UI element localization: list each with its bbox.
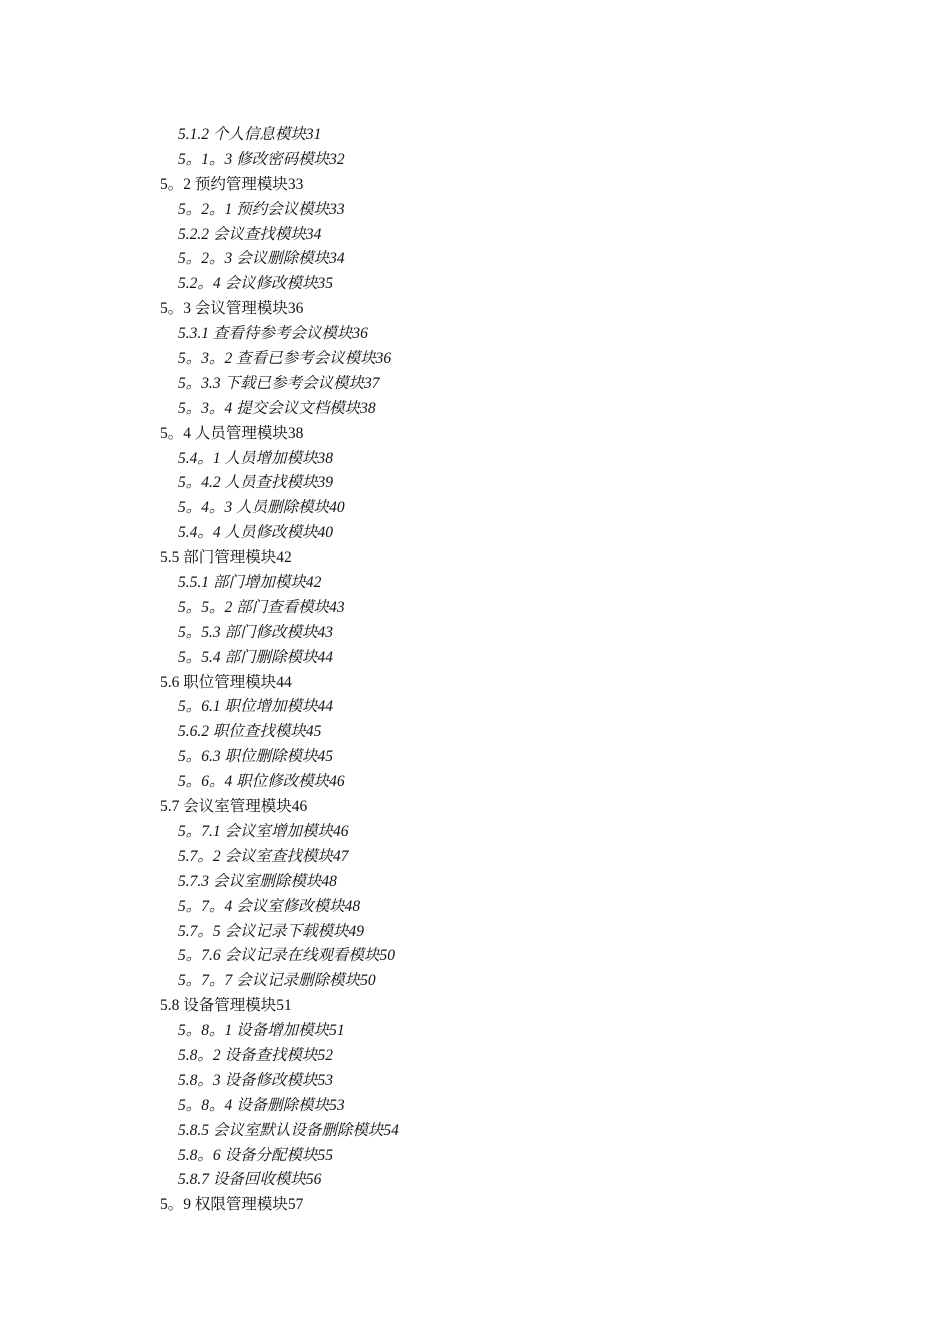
toc-subsection-entry: 5。7.1 会议室增加模块46: [178, 822, 349, 840]
toc-subsection-entry: 5.1.2 个人信息模块31: [178, 126, 322, 143]
toc-subsection-entry: 5.5.1 部门增加模块42: [178, 574, 322, 592]
toc-subsection-entry: 5。5.3 部门修改模块43: [178, 623, 334, 641]
toc-section-entry: 5.7 会议室管理模块46: [160, 798, 308, 816]
toc-subsection-entry: 5.7。5 会议记录下载模块49: [178, 922, 365, 940]
toc-subsection-entry: 5.8.5 会议室默认设备删除模块54: [178, 1121, 399, 1139]
toc-subsection-entry: 5。8。1 设备增加模块51: [178, 1022, 345, 1040]
toc-section-entry: 5。3 会议管理模块36: [160, 300, 304, 318]
toc-subsection-entry: 5。7。7 会议记录删除模块50: [178, 972, 376, 990]
toc-subsection-entry: 5。7。4 会议室修改模块48: [178, 897, 361, 915]
toc-subsection-entry: 5.2。4 会议修改模块35: [178, 275, 334, 293]
toc-subsection-entry: 5.7。2 会议室查找模块47: [178, 847, 349, 865]
toc-subsection-entry: 5.4。4 人员修改模块40: [178, 524, 334, 542]
toc-subsection-entry: 5.6.2 职位查找模块45: [178, 723, 322, 741]
toc-subsection-entry: 5。6。4 职位修改模块46: [178, 773, 345, 791]
toc-subsection-entry: 5。7.6 会议记录在线观看模块50: [178, 947, 396, 965]
toc-subsection-entry: 5。5.4 部门删除模块44: [178, 648, 334, 666]
toc-subsection-entry: 5。6.3 职位删除模块45: [178, 748, 334, 766]
toc-subsection-entry: 5.8。3 设备修改模块53: [178, 1071, 334, 1089]
toc-subsection-entry: 5.8.7 设备回收模块56: [178, 1171, 322, 1189]
toc-subsection-entry: 5。4。3 人员删除模块40: [178, 499, 345, 517]
toc-section-entry: 5.6 职位管理模块44: [160, 673, 292, 691]
toc-subsection-entry: 5。2。3 会议删除模块34: [178, 250, 345, 268]
toc-subsection-entry: 5。3。4 提交会议文档模块38: [178, 399, 376, 417]
toc-subsection-entry: 5.8。6 设备分配模块55: [178, 1146, 334, 1164]
toc-subsection-entry: 5.4。1 人员增加模块38: [178, 449, 334, 467]
toc-subsection-entry: 5。3.3 下载已参考会议模块37: [178, 374, 380, 392]
toc-section-entry: 5。9 权限管理模块57: [160, 1196, 304, 1214]
table-of-contents: [160, 123, 399, 1218]
toc-subsection-entry: 5。1。3 修改密码模块32: [178, 150, 345, 168]
toc-subsection-entry: 5。8。4 设备删除模块53: [178, 1096, 345, 1114]
toc-subsection-entry: 5。5。2 部门查看模块43: [178, 598, 345, 616]
toc-subsection-entry: 5.7.3 会议室删除模块48: [178, 872, 337, 890]
toc-section-entry: 5。4 人员管理模块38: [160, 424, 304, 442]
toc-subsection-entry: 5。3。2 查看已参考会议模块36: [178, 350, 392, 368]
toc-subsection-entry: 5。4.2 人员查找模块39: [178, 474, 334, 492]
toc-subsection-entry: 5。6.1 职位增加模块44: [178, 698, 334, 716]
toc-section-entry: 5.5 部门管理模块42: [160, 549, 292, 567]
toc-subsection-entry: 5.8。2 设备查找模块52: [178, 1046, 334, 1064]
toc-subsection-entry: 5.2.2 会议查找模块34: [178, 225, 322, 243]
toc-subsection-entry: 5。2。1 预约会议模块33: [178, 200, 345, 218]
toc-section-entry: 5.8 设备管理模块51: [160, 997, 292, 1015]
toc-subsection-entry: 5.3.1 查看待参考会议模块36: [178, 325, 368, 343]
toc-section-entry: 5。2 预约管理模块33: [160, 175, 304, 193]
